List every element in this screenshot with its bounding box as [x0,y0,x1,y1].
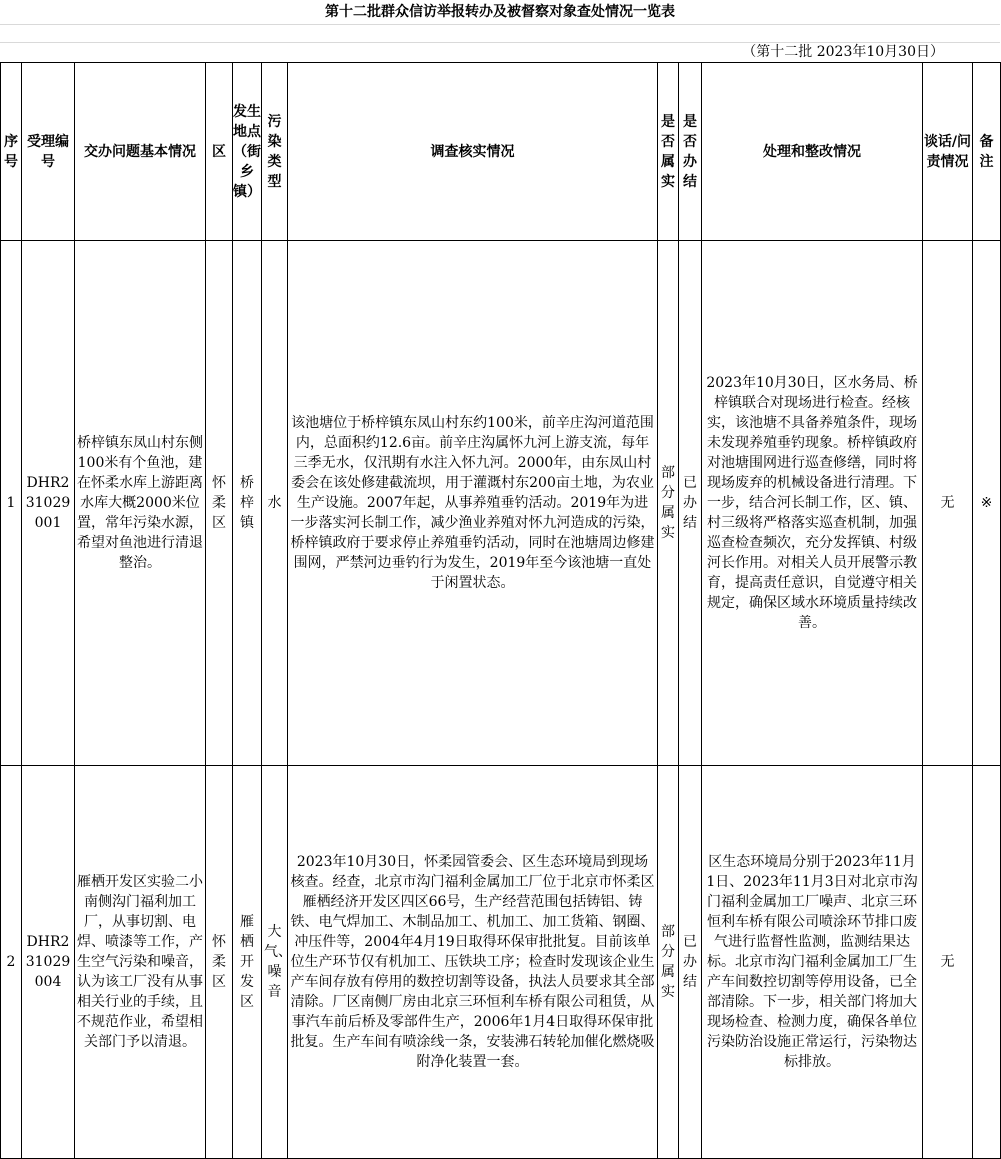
table-row [1,766,1001,1159]
cell-problem: 雁栖开发区实验二小南侧沟门福利加工厂，从事切割、电焊、喷漆等工作，产生空气污染和噪音，认为该工厂没有从事相关行业的手续，且不规范作业，希望相关部门予以清退。 [75,766,206,1159]
cell-location: 雁栖开发区 [233,766,262,1159]
cell-is-true: 部分属实 [658,241,679,766]
header-location: 发生地点（街乡镇） [233,63,262,241]
table-row [1,241,1001,766]
cell-remarks: ※ [973,241,1001,766]
header-code: 受理编号 [22,63,75,241]
cell-district: 怀柔区 [206,766,233,1159]
grid-line [0,24,1000,25]
cell-code: DHR231029001 [22,241,75,766]
header-row [1,63,1001,241]
cell-handling: 区生态环境局分别于2023年11月1日、2023年11月3日对北京市沟门福利金属加工厂噪声、北京三环恒利车桥有限公司喷涂环节排口废气进行监督性监测，监测结果达标。北京市沟门福利金属加工厂生产车间数控切割等停用设备，已全部清除。下一步，相关部门将加大现场检查、检测力度，确保各单位污染防治设施正常运行，污染物达标排放。 [702,766,923,1159]
cell-seq: 1 [1,241,22,766]
header-remarks: 备注 [973,63,1001,241]
header-accountability: 谈话/问责情况 [923,63,973,241]
header-handling: 处理和整改情况 [702,63,923,241]
cell-code: DHR231029004 [22,766,75,1159]
cell-is-done: 已办结 [679,766,702,1159]
cell-problem: 桥梓镇东凤山村东侧100米有个鱼池，建在怀柔水库上游距离水库大概2000米位置，常年污染水源，希望对鱼池进行清退整治。 [75,241,206,766]
cell-investigation: 该池塘位于桥梓镇东凤山村东约100米，前辛庄沟河道范围内，总面积约12.6亩。前辛庄沟属怀九河上游支流，每年三季无水，仅汛期有水注入怀九河。2000年，由东凤山村委会在该处修建截流坝，用于灌溉村东200亩土地，为农业生产设施。2007年起，从事养殖垂钓活动。2019年为进一步落实河长制工作，减少渔业养殖对怀九河造成的污染，桥梓镇政府于要求停止养殖垂钓活动，同时在池塘周边修建围网，严禁河边垂钓行为发生，2019年至今该池塘一直处于闲置状态。 [288,241,658,766]
header-is-true: 是否属实 [658,63,679,241]
header-is-done: 是否办结 [679,63,702,241]
cell-pollution: 水 [262,241,288,766]
cell-remarks [973,766,1001,1159]
header-seq: 序号 [1,63,22,241]
report-table [0,62,1001,1159]
cell-handling: 2023年10月30日，区水务局、桥梓镇联合对现场进行检查。经核实，该池塘不具备养殖条件，现场未发现养殖垂钓现象。桥梓镇政府对池塘围网进行巡查修缮，同时将现场废弃的机械设备进行清理。下一步，结合河长制工作，区、镇、村三级将严格落实巡查机制，加强巡查检查频次，充分发挥镇、村级河长作用。对相关人员开展警示教育，提高责任意识，自觉遵守相关规定，确保区域水环境质量持续改善。 [702,241,923,766]
cell-pollution: 大气、噪音 [262,766,288,1159]
cell-location: 桥梓镇 [233,241,262,766]
cell-is-true: 部分属实 [658,766,679,1159]
cell-is-done: 已办结 [679,241,702,766]
header-district: 区 [206,63,233,241]
cell-investigation: 2023年10月30日，怀柔园管委会、区生态环境局到现场核查。经查，北京市沟门福利金属加工厂位于北京市怀柔区雁栖经济开发区四区66号，生产经营范围包括铸铝、铸铁、电气焊加工、木制品加工、机加工、加工货箱、钢圈、冲压件等，2004年4月19日取得环保审批批复。目前该单位生产环节仅有机加工、压铁块工序；检查时发现该企业生产车间存放有停用的数控切割等设备，执法人员要求其全部清除。厂区南侧厂房由北京三环恒利车桥有限公司租赁，从事汽车前后桥及零部件生产，2006年1月4日取得环保审批批复。生产车间有喷涂线一条，安装沸石转轮加催化燃烧吸附净化装置一套。 [288,766,658,1159]
batch-date-label: （第十二批 2023年10月30日） [742,44,944,60]
cell-district: 怀柔区 [206,241,233,766]
cell-seq: 2 [1,766,22,1159]
cell-accountability: 无 [923,766,973,1159]
cell-accountability: 无 [923,241,973,766]
header-pollution: 污染类型 [262,63,288,241]
header-investigation: 调查核实情况 [288,63,658,241]
header-problem: 交办问题基本情况 [75,63,206,241]
page-title: 第十二批群众信访举报转办及被督察对象查处情况一览表 [325,4,675,20]
